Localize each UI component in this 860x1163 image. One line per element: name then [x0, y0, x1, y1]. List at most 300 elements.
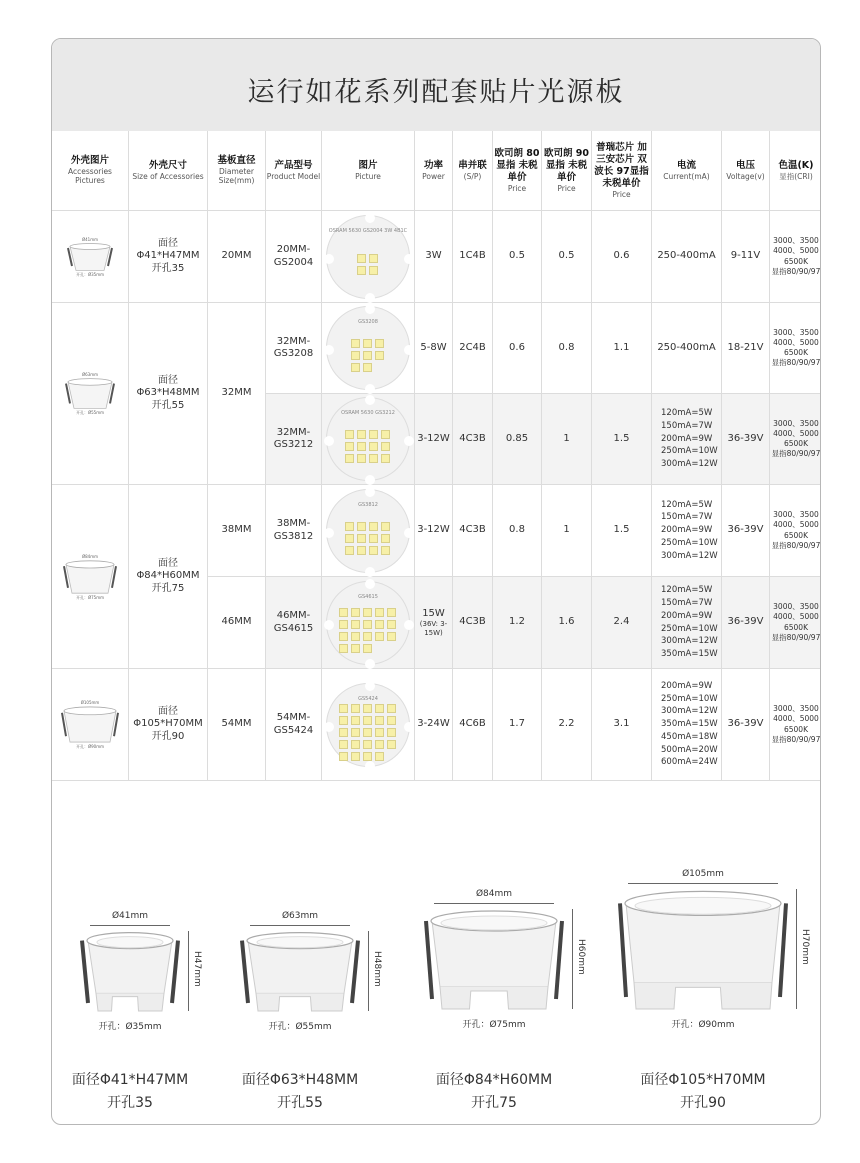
cct-line: 4000、5000	[773, 337, 819, 347]
price90-value: 0.8	[558, 341, 575, 353]
header-price80-en: Price	[507, 183, 527, 193]
power-note: (36V: 3-15W)	[419, 620, 448, 637]
sp-cell	[453, 394, 493, 485]
led-chip	[351, 351, 360, 360]
led-chip	[351, 716, 360, 725]
header-current	[652, 131, 722, 211]
led-chip	[363, 752, 372, 761]
cct-line: 6500K	[783, 256, 808, 266]
led-chip	[345, 430, 354, 439]
current-line: 200mA=9W	[661, 680, 713, 691]
shell-thumb-2	[64, 372, 116, 415]
price97-cell	[592, 394, 652, 485]
price90-value: 1.6	[558, 616, 575, 628]
price97-cell	[592, 577, 652, 669]
led-chip	[357, 522, 366, 531]
shell-hole-value: 开孔55	[151, 399, 185, 411]
led-chip	[375, 716, 384, 725]
model-cell	[266, 303, 322, 394]
price80-value: 1.2	[509, 616, 525, 628]
shell-size-value: Φ84*H60MM	[136, 570, 200, 582]
photo-top-dim-line	[628, 883, 778, 884]
header-voltage-en: Voltage(v)	[726, 171, 765, 181]
led-chip	[369, 266, 378, 275]
cct-line: 显指80/90/97	[771, 449, 821, 459]
led-chip	[339, 752, 348, 761]
shell-thumb-3	[62, 554, 118, 600]
model-value: 38MM-GS3812	[273, 518, 314, 542]
model-value: 54MM-GS5424	[273, 712, 314, 736]
model-cell	[266, 669, 322, 781]
shell-size-label: 面径	[158, 557, 178, 569]
current-line: 250-400mA	[657, 341, 716, 353]
current-line: 250mA=10W	[661, 623, 718, 634]
price80-value: 1.7	[509, 718, 525, 730]
pcb-image	[326, 581, 410, 665]
header-price97-en: Price	[612, 189, 631, 199]
led-chip	[375, 752, 384, 761]
price90-cell	[542, 485, 592, 577]
voltage-cell	[722, 577, 770, 669]
led-chip	[387, 608, 396, 617]
voltage-value: 36-39V	[727, 616, 764, 628]
shell-thumb-4-bottom-dim: 开孔：Ø90mm	[75, 744, 105, 749]
shell-thumb-2-shell-icon	[64, 377, 116, 410]
current-cell	[652, 485, 722, 577]
header-cct-en: 显指(CRI)	[779, 171, 813, 181]
header-power-zh: 功率	[423, 159, 443, 171]
led-chip	[351, 632, 360, 641]
model-value: 46MM-GS4615	[273, 610, 314, 634]
shell-picture-3	[52, 485, 129, 669]
led-chip	[345, 522, 354, 531]
price80-value: 0.85	[505, 432, 529, 444]
header-cct-zh: 色温(K)	[778, 159, 814, 171]
photo-side-dim-line	[188, 931, 189, 1011]
cct-line: 显指80/90/97	[771, 632, 821, 642]
price80-cell	[493, 669, 542, 781]
header-model-zh: 产品型号	[274, 159, 313, 171]
price80-value: 0.8	[509, 524, 525, 536]
shell-thumb-3-top-dim: Ø84mm	[81, 553, 99, 559]
led-chip	[363, 339, 372, 348]
led-chip	[363, 716, 372, 725]
led-chip	[357, 546, 366, 555]
led-chip	[351, 363, 360, 372]
shell-thumb-3-shell-icon	[62, 559, 118, 595]
header-shell_pic	[52, 131, 129, 211]
header-sp	[453, 131, 493, 211]
led-chip	[381, 534, 390, 543]
photo-bottom-dim: 开孔：Ø90mm	[671, 1020, 735, 1030]
led-chip	[357, 534, 366, 543]
photo-4	[618, 839, 818, 1111]
photo-top-dim: Ø105mm	[682, 869, 724, 879]
power-value: 3W	[425, 250, 442, 262]
shell-size-value: Φ105*H70MM	[133, 718, 203, 730]
header-diameter-en: Diameter Size(mm)	[218, 167, 255, 186]
photo-caption-hole: 开孔35	[107, 1095, 153, 1111]
led-chip	[387, 716, 396, 725]
header-voltage	[722, 131, 770, 211]
diameter-value: 38MM	[221, 524, 252, 536]
price80-cell	[493, 485, 542, 577]
current-cell	[652, 577, 722, 669]
photo-caption-size: 面径Φ105*H70MM	[640, 1072, 766, 1088]
led-chip	[387, 740, 396, 749]
pcb-label: GS3812	[358, 501, 378, 508]
cct-line: 3000、3500	[773, 704, 819, 714]
price97-value: 1.1	[613, 341, 630, 353]
shell-thumb-4-top-dim: Ø105mm	[80, 700, 100, 705]
led-chip	[339, 716, 348, 725]
cct-line: 4000、5000	[773, 612, 819, 622]
sp-value: 4C3B	[459, 432, 486, 444]
led-chip	[375, 740, 384, 749]
power-value: 3-12W	[417, 524, 450, 536]
shell-hole-value: 开孔90	[151, 730, 185, 742]
led-chip	[363, 704, 372, 713]
led-chip	[345, 534, 354, 543]
header-price97-zh: 普瑞芯片 加三安芯片 双波长 97显指 未税单价	[594, 142, 649, 189]
photo-bottom-dim: 开孔：Ø35mm	[98, 1022, 162, 1032]
header-shell_size-zh: 外壳尺寸	[148, 159, 187, 171]
model-cell	[266, 577, 322, 669]
led-chip	[363, 740, 372, 749]
current-line: 150mA=7W	[661, 598, 713, 608]
cct-line: 4000、5000	[773, 714, 819, 724]
current-line: 250mA=10W	[661, 446, 718, 457]
spec-table	[52, 131, 821, 781]
photo-top-dim-line	[90, 925, 170, 926]
cct-line: 显指80/90/97	[771, 734, 821, 744]
photo-caption-hole: 开孔55	[277, 1095, 323, 1111]
photo-top-dim: Ø41mm	[111, 911, 149, 921]
header-power-en: Power	[422, 171, 445, 181]
led-chip	[357, 254, 366, 263]
shell-picture-4	[52, 669, 129, 781]
shell-thumb-2-bottom-dim: 开孔：Ø55mm	[75, 410, 105, 415]
downlight-shell-icon	[240, 931, 360, 1031]
price97-cell	[592, 303, 652, 394]
price97-value: 1.5	[613, 432, 630, 444]
photo-side-dim: H48mm	[372, 951, 382, 987]
led-chip	[369, 430, 378, 439]
current-line: 350mA=15W	[661, 719, 718, 730]
cct-line: 3000、3500	[773, 418, 819, 428]
picture-cell	[322, 394, 415, 485]
downlight-shell-icon	[424, 909, 564, 1029]
voltage-cell	[722, 394, 770, 485]
shell-picture-2	[52, 303, 129, 485]
current-line: 500mA=20W	[661, 744, 718, 755]
cct-cell	[770, 577, 821, 669]
voltage-value: 36-39V	[727, 718, 764, 730]
led-chip	[363, 363, 372, 372]
current-line: 150mA=7W	[661, 512, 713, 523]
pcb-image	[326, 397, 410, 481]
price80-cell	[493, 211, 542, 303]
price97-cell	[592, 211, 652, 303]
led-chip	[363, 728, 372, 737]
cct-cell	[770, 303, 821, 394]
photo-top-dim: Ø63mm	[281, 911, 319, 921]
photo-side-dim-line	[572, 909, 573, 1009]
sp-value: 4C6B	[459, 718, 486, 730]
current-line: 600mA=24W	[661, 757, 718, 768]
header-shell_size	[129, 131, 208, 211]
model-cell	[266, 394, 322, 485]
picture-cell	[322, 577, 415, 669]
current-line: 150mA=7W	[661, 420, 713, 431]
power-cell	[415, 669, 453, 781]
led-chip	[363, 644, 372, 653]
led-chip	[375, 620, 384, 629]
voltage-value: 36-39V	[727, 432, 764, 444]
cct-line: 6500K	[783, 724, 808, 734]
power-value: 15W	[422, 607, 445, 619]
model-value: 32MM-GS3208	[273, 335, 314, 359]
current-line: 200mA=9W	[661, 525, 713, 536]
shell-size-value: Φ41*H47MM	[136, 250, 200, 262]
diameter-cell	[208, 577, 266, 669]
current-line: 200mA=9W	[661, 610, 713, 621]
sp-cell	[453, 669, 493, 781]
led-chip	[351, 752, 360, 761]
picture-cell	[322, 485, 415, 577]
shell-size-4	[129, 669, 208, 781]
header-price97	[592, 131, 652, 211]
diameter-value: 54MM	[221, 718, 252, 730]
diameter-cell	[208, 485, 266, 577]
cct-line: 6500K	[783, 622, 808, 632]
picture-cell	[322, 211, 415, 303]
photo-top-dim-line	[250, 925, 350, 926]
led-chip	[339, 632, 348, 641]
current-line: 250mA=10W	[661, 693, 718, 704]
led-chip	[363, 608, 372, 617]
power-cell	[415, 577, 453, 669]
voltage-cell	[722, 669, 770, 781]
led-chip	[345, 546, 354, 555]
photo-caption-size: 面径Φ41*H47MM	[71, 1072, 189, 1088]
photo-side-dim-line	[796, 889, 797, 1009]
photo-side-dim: H60mm	[576, 939, 586, 975]
shell-size-2	[129, 303, 208, 485]
price90-value: 0.5	[558, 250, 575, 262]
current-line: 450mA=18W	[661, 731, 718, 742]
header-price80-zh: 欧司朗 80显指 未税单价	[494, 148, 540, 183]
sp-cell	[453, 485, 493, 577]
led-chip	[351, 644, 360, 653]
led-chip	[387, 704, 396, 713]
pcb-image	[326, 215, 410, 299]
cct-cell	[770, 211, 821, 303]
page-title: 运行如花系列配套贴片光源板	[247, 76, 625, 108]
photo-top-dim: Ø84mm	[475, 889, 513, 899]
led-chip	[381, 454, 390, 463]
power-cell	[415, 485, 453, 577]
led-chip	[369, 454, 378, 463]
header-sp-zh: 串并联	[458, 159, 487, 171]
header-voltage-zh: 电压	[735, 159, 755, 171]
header-picture-en: Picture	[355, 171, 381, 181]
led-chip	[357, 266, 366, 275]
header-current-en: Current(mA)	[663, 171, 710, 181]
price80-value: 0.6	[509, 341, 525, 353]
sp-value: 2C4B	[459, 341, 486, 353]
voltage-value: 9-11V	[730, 250, 761, 262]
current-cell	[652, 303, 722, 394]
led-chip	[369, 522, 378, 531]
current-line: 200mA=9W	[661, 433, 713, 444]
price90-cell	[542, 394, 592, 485]
power-cell	[415, 303, 453, 394]
cct-cell	[770, 485, 821, 577]
photo-bottom-dim: 开孔：Ø75mm	[462, 1020, 526, 1030]
cct-line: 4000、5000	[773, 428, 819, 438]
header-picture	[322, 131, 415, 211]
led-chip	[363, 351, 372, 360]
shell-picture-1	[52, 211, 129, 303]
led-chip	[375, 351, 384, 360]
led-chip	[387, 620, 396, 629]
led-chip	[339, 608, 348, 617]
header-model-en: Product Model	[266, 171, 321, 181]
current-line: 300mA=12W	[661, 550, 718, 561]
current-line: 300mA=12W	[661, 706, 718, 717]
led-chip	[339, 644, 348, 653]
current-line: 250mA=10W	[661, 537, 718, 548]
shell-size-label: 面径	[158, 374, 178, 386]
shell-size-1	[129, 211, 208, 303]
led-chip	[369, 546, 378, 555]
header-cct	[770, 131, 821, 211]
header-shell_pic-en: Accessories Pictures	[68, 167, 112, 186]
pcb-label: GS5424	[358, 695, 378, 702]
shell-thumb-2-top-dim: Ø63mm	[81, 372, 99, 377]
led-chip	[351, 339, 360, 348]
current-line: 120mA=5W	[661, 499, 713, 510]
led-chip	[339, 728, 348, 737]
diameter-value: 20MM	[221, 250, 252, 262]
cct-line: 3000、3500	[773, 510, 819, 520]
shell-thumb-4	[60, 700, 120, 749]
header-power	[415, 131, 453, 211]
pcb-image	[326, 306, 410, 390]
shell-thumb-1-top-dim: Ø41mm	[81, 236, 99, 242]
led-chip	[357, 454, 366, 463]
led-chip	[381, 442, 390, 451]
photo-side-dim-line	[368, 931, 369, 1011]
led-chip	[381, 546, 390, 555]
cct-line: 6500K	[783, 530, 808, 540]
led-chip	[369, 254, 378, 263]
led-chip	[339, 620, 348, 629]
model-value: 32MM-GS3212	[273, 426, 314, 450]
voltage-cell	[722, 211, 770, 303]
shell-hole-value: 开孔35	[151, 262, 185, 274]
photo-1	[71, 839, 210, 1111]
product-photos	[52, 839, 821, 1111]
header-picture-zh: 图片	[358, 159, 378, 171]
led-chip	[351, 740, 360, 749]
price90-cell	[542, 669, 592, 781]
photo-caption-size: 面径Φ84*H60MM	[435, 1072, 553, 1088]
price90-value: 2.2	[558, 718, 575, 730]
pcb-image	[326, 489, 410, 573]
photo-caption-hole: 开孔75	[471, 1095, 517, 1111]
led-chip	[375, 632, 384, 641]
led-chip	[369, 442, 378, 451]
cct-line: 6500K	[783, 348, 808, 357]
cct-line: 显指80/90/97	[771, 540, 821, 550]
price80-value: 0.5	[509, 250, 525, 262]
model-cell	[266, 485, 322, 577]
photo-bottom-dim: 开孔：Ø55mm	[268, 1022, 332, 1032]
diameter-cell	[208, 303, 266, 485]
photo-2	[240, 839, 390, 1111]
price90-value: 1	[563, 432, 570, 444]
price97-value: 3.1	[613, 718, 630, 730]
header-price80	[493, 131, 542, 211]
current-cell	[652, 669, 722, 781]
price97-value: 1.5	[613, 524, 630, 536]
voltage-cell	[722, 303, 770, 394]
price90-cell	[542, 577, 592, 669]
cct-line: 3000、3500	[773, 602, 819, 612]
diameter-value: 32MM	[221, 387, 252, 399]
photo-side-dim: H70mm	[800, 929, 810, 965]
header-model	[266, 131, 322, 211]
shell-size-label: 面径	[158, 705, 178, 717]
spec-sheet-card	[51, 38, 821, 1125]
led-chip	[339, 704, 348, 713]
sp-cell	[453, 211, 493, 303]
led-chip	[339, 740, 348, 749]
price90-cell	[542, 211, 592, 303]
price90-value: 1	[563, 524, 570, 536]
led-chip	[375, 704, 384, 713]
sp-value: 4C3B	[459, 524, 486, 536]
current-cell	[652, 211, 722, 303]
led-chip	[345, 442, 354, 451]
cct-line: 3000、3500	[773, 327, 819, 337]
photo-3	[424, 839, 594, 1111]
price97-value: 0.6	[613, 250, 630, 262]
led-chip	[375, 608, 384, 617]
voltage-value: 18-21V	[727, 341, 764, 353]
photo-top-dim-line	[434, 903, 554, 904]
led-chip	[351, 728, 360, 737]
power-cell	[415, 211, 453, 303]
led-chip	[369, 534, 378, 543]
sp-value: 1C4B	[459, 250, 486, 262]
led-chip	[351, 608, 360, 617]
cct-line: 显指80/90/97	[771, 358, 821, 368]
pcb-image	[326, 683, 410, 767]
led-chip	[387, 632, 396, 641]
downlight-shell-icon	[80, 931, 180, 1031]
current-line: 120mA=5W	[661, 585, 713, 596]
led-chip	[345, 454, 354, 463]
current-cell	[652, 394, 722, 485]
led-chip	[351, 704, 360, 713]
header-shell_size-en: Size of Accessories	[132, 171, 204, 181]
led-chip	[363, 632, 372, 641]
picture-cell	[322, 669, 415, 781]
model-cell	[266, 211, 322, 303]
